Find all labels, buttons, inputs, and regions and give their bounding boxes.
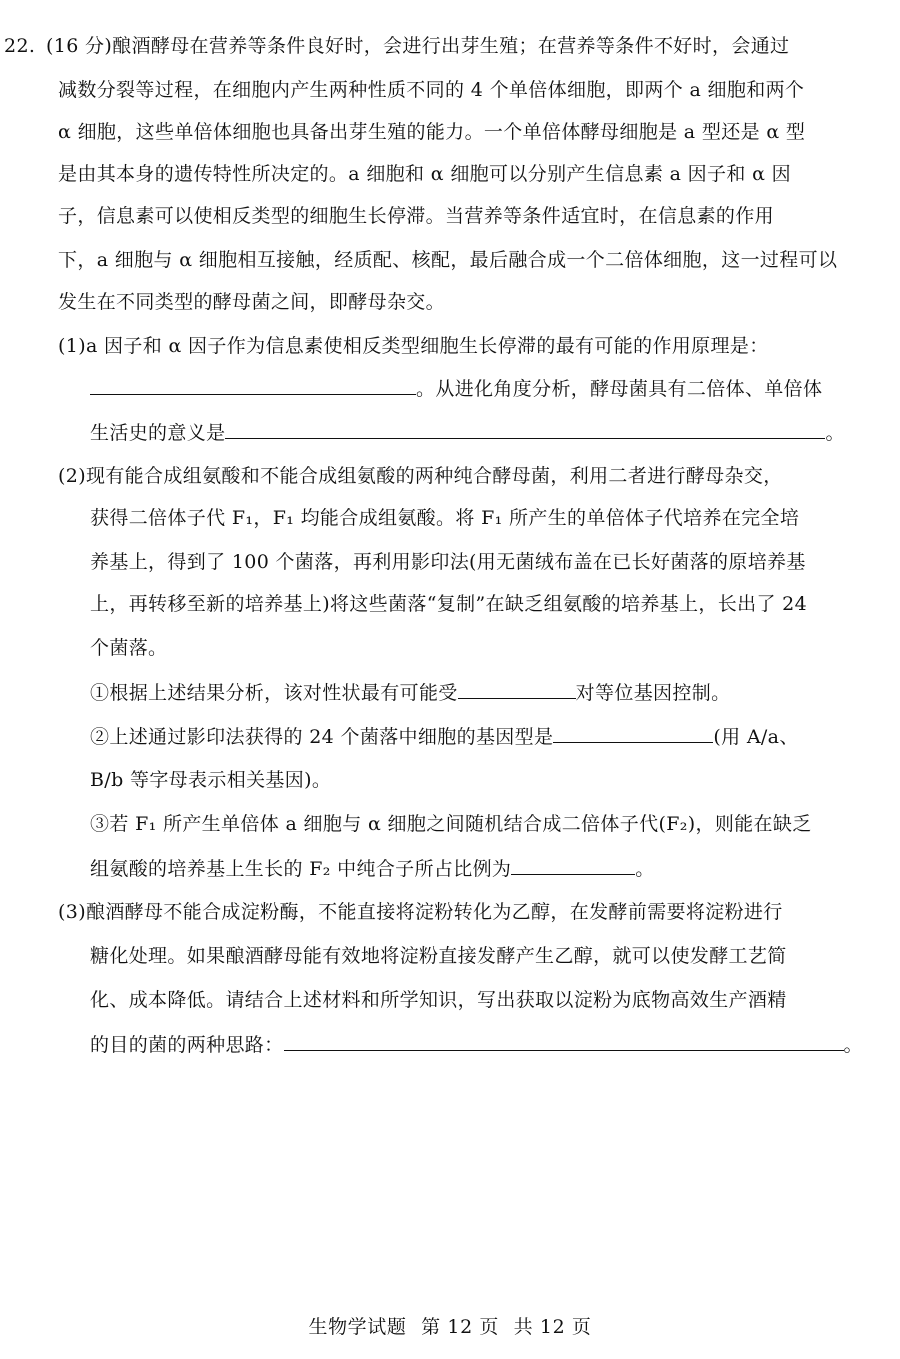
intro-line: 子，信息素可以使相反类型的细胞生长停滞。当营养等条件适宜时，在信息素的作用 bbox=[58, 205, 774, 227]
answer-blank[interactable] bbox=[284, 1032, 844, 1051]
part2-q1-after: 对等位基因控制。 bbox=[575, 682, 731, 704]
intro-line: 下，a 细胞与 α 细胞相互接触，经质配、核配，最后融合成一个二倍体细胞，这一过程可以 bbox=[58, 249, 838, 271]
part3-line: 化、成本降低。请结合上述材料和所学知识，写出获取以淀粉为底物高效生产酒精 bbox=[90, 989, 787, 1011]
footer-total: 共 12 页 bbox=[513, 1316, 592, 1338]
intro-line: 减数分裂等过程，在细胞内产生两种性质不同的 4 个单倍体细胞，即两个 a 细胞和两个 bbox=[58, 79, 805, 101]
intro-line: (16 分)酿酒酵母在营养等条件良好时，会进行出芽生殖；在营养等条件不好时，会通过 bbox=[46, 35, 790, 57]
part3-last-line bbox=[90, 1032, 863, 1057]
intro-line: 是由其本身的遗传特性所决定的。a 细胞和 α 细胞可以分别产生信息素 a 因子和 α 因 bbox=[58, 163, 791, 185]
footer-subject: 生物学试题 bbox=[308, 1316, 407, 1338]
part1-line3-text: 生活史的意义是 bbox=[90, 422, 226, 444]
answer-blank[interactable] bbox=[511, 856, 635, 875]
part2-q2-line2: B/b 等字母表示相关基因)。 bbox=[90, 769, 332, 791]
part2-q3-end: 。 bbox=[635, 858, 655, 880]
intro-line: 发生在不同类型的酵母菌之间，即酵母杂交。 bbox=[58, 291, 446, 313]
part3-line: 糖化处理。如果酿酒酵母能有效地将淀粉直接发酵产生乙醇，就可以使发酵工艺简 bbox=[90, 945, 787, 967]
part1-question: (1)a 因子和 α 因子作为信息素使相反类型细胞生长停滞的最有可能的作用原理是： bbox=[58, 335, 769, 357]
part2-q3-line2 bbox=[90, 856, 655, 881]
answer-blank[interactable] bbox=[458, 680, 576, 699]
part2-line: 上，再转移至新的培养基上)将这些菌落“复制”在缺乏组氨酸的培养基上，长出了 24 bbox=[90, 593, 808, 615]
part1-line3-end: 。 bbox=[825, 422, 845, 444]
answer-blank[interactable] bbox=[553, 724, 713, 743]
part2-q2 bbox=[90, 724, 799, 749]
part2-line: (2)现有能合成组氨酸和不能合成组氨酸的两种纯合酵母菌，利用二者进行酵母杂交， bbox=[58, 465, 783, 487]
part2-q1-text: ①根据上述结果分析，该对性状最有可能受 bbox=[90, 682, 458, 704]
part2-q3-line1: ③若 F₁ 所产生单倍体 a 细胞与 α 细胞之间随机结合成二倍体子代(F₂)，则能在缺乏 bbox=[90, 813, 812, 835]
part2-q3-text: 组氨酸的培养基上生长的 F₂ 中纯合子所占比例为 bbox=[90, 858, 512, 880]
page-footer bbox=[0, 1315, 900, 1339]
intro-line: α 细胞，这些单倍体细胞也具备出芽生殖的能力。一个单倍体酵母细胞是 a 型还是 α 型 bbox=[58, 121, 806, 143]
part2-q2-text: ②上述通过影印法获得的 24 个菌落中细胞的基因型是 bbox=[90, 726, 554, 748]
part1-line3 bbox=[90, 420, 845, 445]
part3-last-text: 的目的菌的两种思路： bbox=[90, 1034, 284, 1056]
part1-line2-text: 。从进化角度分析，酵母菌具有二倍体、单倍体 bbox=[416, 378, 823, 400]
footer-page: 第 12 页 bbox=[421, 1316, 499, 1338]
answer-blank[interactable] bbox=[225, 420, 825, 439]
answer-blank[interactable] bbox=[90, 376, 416, 395]
part2-line: 养基上，得到了 100 个菌落，再利用影印法(用无菌绒布盖在已长好菌落的原培养基 bbox=[90, 551, 806, 573]
part3-line: (3)酿酒酵母不能合成淀粉酶，不能直接将淀粉转化为乙醇，在发酵前需要将淀粉进行 bbox=[58, 901, 783, 923]
part2-line: 个菌落。 bbox=[90, 637, 168, 659]
part2-q2-after: (用 A/a、 bbox=[713, 726, 799, 748]
part3-last-end: 。 bbox=[843, 1034, 863, 1056]
part2-line: 获得二倍体子代 F₁，F₁ 均能合成组氨酸。将 F₁ 所产生的单倍体子代培养在完全培 bbox=[90, 507, 800, 529]
question-number: 22. bbox=[4, 35, 36, 57]
part1-line2 bbox=[90, 376, 822, 401]
part2-q1 bbox=[90, 680, 730, 705]
